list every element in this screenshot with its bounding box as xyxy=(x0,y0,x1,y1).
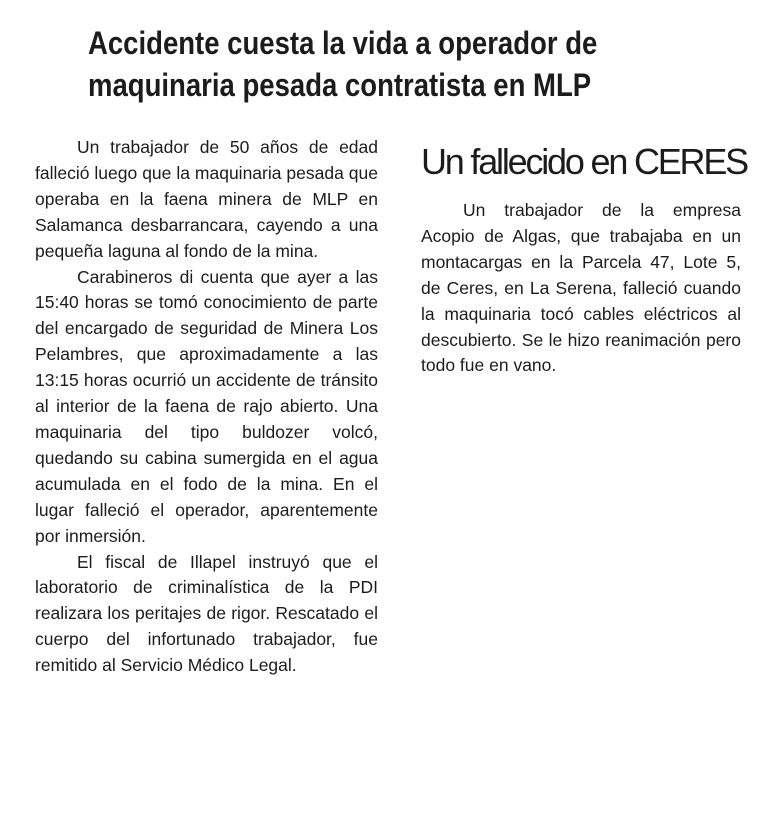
article-paragraph: Carabineros di cuenta que ayer a las 15:40 horas se tomó conocimiento de parte del encargado de seguridad de Minera Los Pelambres, que aproximadamente a las 13:15 horas ocurrió un accidente de tránsito al interior de la faena de rajo abierto. Una maquinaria del tipo buldozer volcó, quedando su cabina sumergida en el agua acumulada en el fodo de la mina. En el lugar falleció el operador, aparentemente por inmersión. xyxy=(35,266,378,546)
main-article-body xyxy=(35,135,378,679)
headline-line-2: maquinaria pesada contratista en MLP xyxy=(88,67,592,103)
article-paragraph: Un trabajador de 50 años de edad falleció luego que la maquinaria pesada que operaba en la faena minera de MLP en Salamanca desbarrancara, cayendo a una pequeña laguna al fondo de la mina. xyxy=(35,137,378,261)
sidebar-story-paragraph: Un trabajador de la empresa Acopio de Algas, que trabajaba en un montacargas en la Parcela 47, Lote 5, de Ceres, en La Serena, falleció cuando la maquinaria tocó cables eléctricos al descubierto. Se le hizo reanimación pero todo fue en vano. xyxy=(421,200,741,376)
article-paragraph: El fiscal de Illapel instruyó que el laboratorio de criminalística de la PDI realizara los peritajes de rigor. Rescatado el cuerpo del infortunado trabajador, fue remitido al Servicio Médico Legal. xyxy=(35,551,378,676)
headline-line-1: Accidente cuesta la vida a operador de xyxy=(88,25,598,61)
article-headline xyxy=(88,22,638,106)
sidebar-story-body xyxy=(421,198,741,379)
sidebar-story-title: Un fallecido en CERES xyxy=(421,141,747,182)
